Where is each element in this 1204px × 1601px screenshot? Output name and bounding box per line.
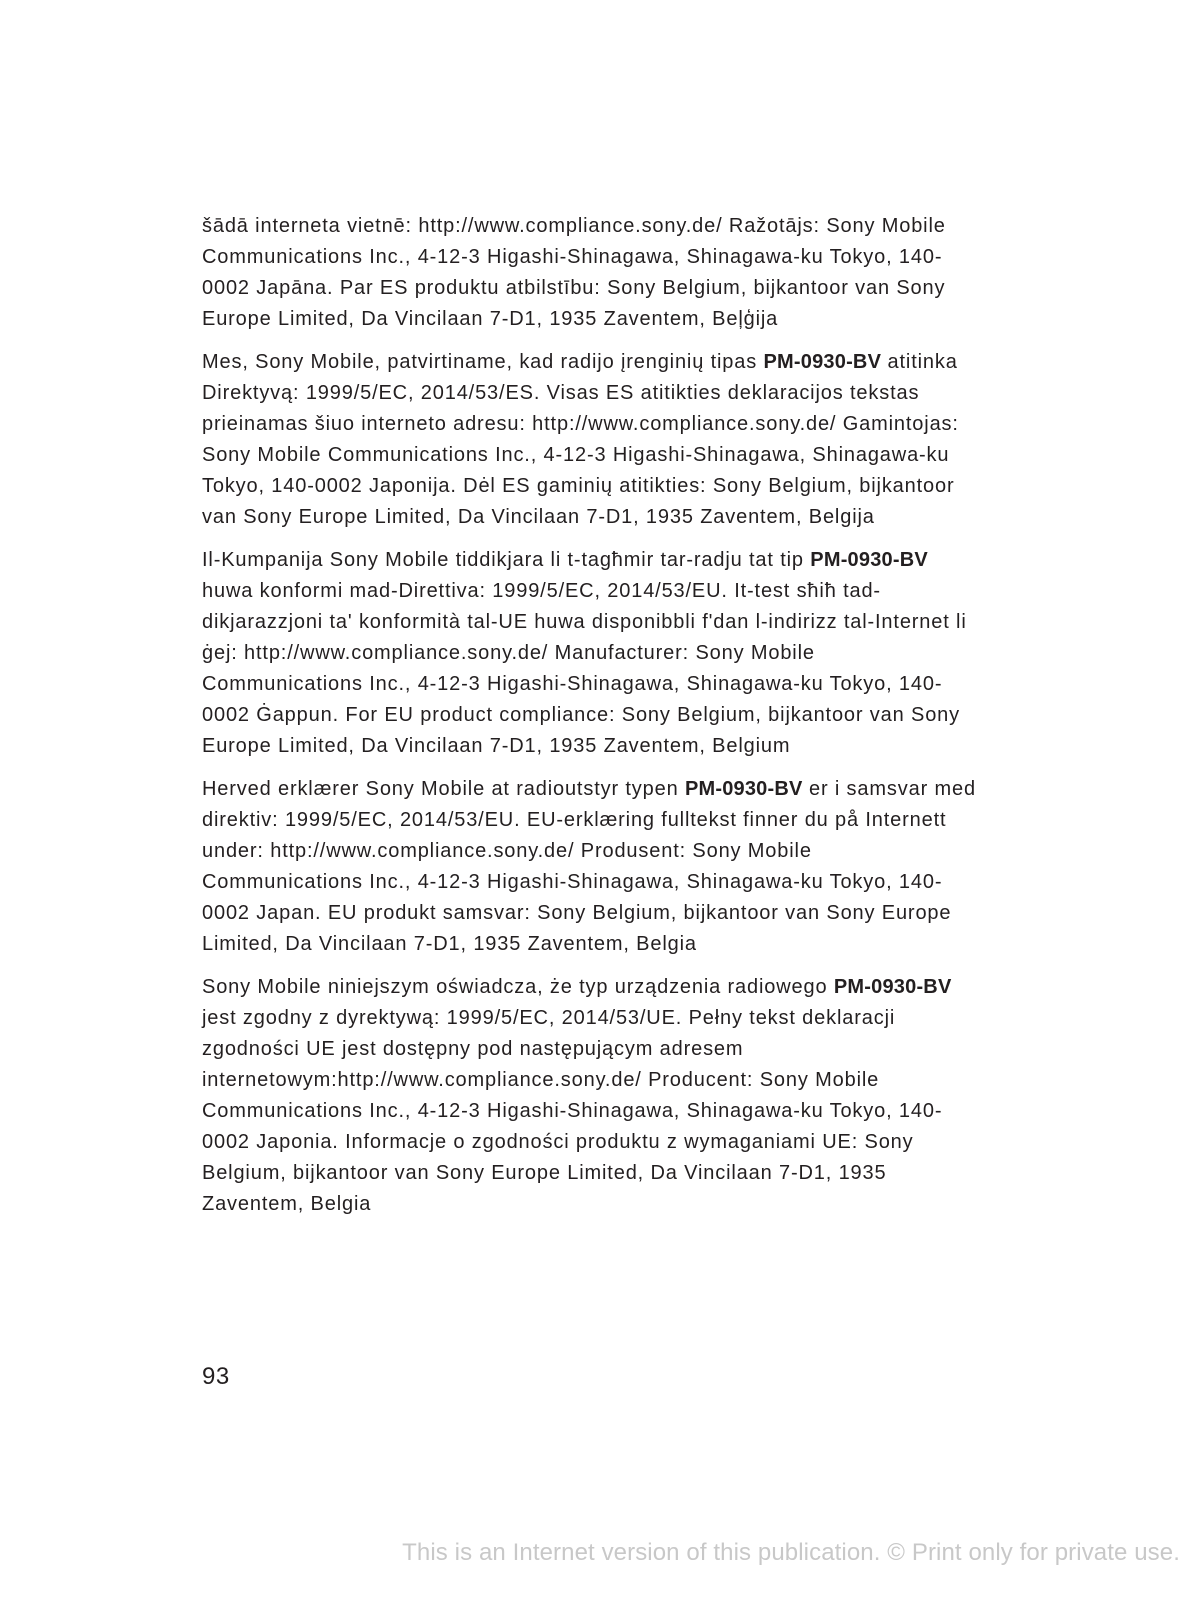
paragraph-text: Sony Mobile niniejszym oświadcza, że typ urządzenia radiowego <box>202 976 834 998</box>
paragraph-text: Il-Kumpanija Sony Mobile tiddikjara li t-tagħmir tar-radju tat tip <box>202 549 811 571</box>
paragraph-text: jest zgodny z dyrektywą: 1999/5/EC, 2014/53/UE. Pełny tekst deklaracji zgodności UE jest dostępny pod następującym adresem internetowym:http://www.compliance.sony.de/ Producent: Sony Mobile Communications Inc., 4-12-3 Higashi-Shinagawa, Shinagawa-ku Tokyo, 140-0002 Japonia. Informacje o zgodności produktu z wymaganiami UE: Sony Belgium, bijkantoor van Sony Europe Limited, Da Vincilaan 7-D1, 1935 Zaventem, Belgia <box>202 1007 943 1215</box>
model-number: PM-0930-BV <box>684 778 803 800</box>
paragraph-norwegian <box>202 774 977 960</box>
paragraph-lithuanian <box>202 347 977 533</box>
paragraph-maltese <box>202 545 977 762</box>
paragraph-polish <box>202 972 977 1220</box>
footer-notice: This is an Internet version of this publication. © Print only for private use. <box>402 1539 1180 1566</box>
model-number: PM-0930-BV <box>810 549 928 571</box>
paragraph-latvian <box>202 211 977 335</box>
model-number: PM-0930-BV <box>833 976 952 998</box>
paragraph-text: šādā interneta vietnē: http://www.compliance.sony.de/ Ražotājs: Sony Mobile Communications Inc., 4-12-3 Higashi-Shinagawa, Shinagawa-ku Tokyo, 140-0002 Japāna. Par ES produktu atbilstību: Sony Belgium, bijkantoor van Sony Europe Limited, Da Vincilaan 7-D1, 1935 Zaventem, Beļģija <box>202 215 946 330</box>
paragraph-text: Herved erklærer Sony Mobile at radioutstyr typen <box>202 778 685 800</box>
page-number: 93 <box>202 1363 230 1390</box>
document-body <box>202 211 977 1232</box>
paragraph-text: huwa konformi mad-Direttiva: 1999/5/EC, 2014/53/EU. It-test sħiħ tad-dikjarazzjoni ta' konformità tal-UE huwa disponibbli f'dan l-indirizz tal-Internet li ġej: http://www.compliance.sony.de/ Manufacturer: Sony Mobile Communications Inc., 4-12-3 Higashi-Shinagawa, Shinagawa-ku Tokyo, 140-0002 Ġappun. For EU product compliance: Sony Belgium, bijkantoor van Sony Europe Limited, Da Vincilaan 7-D1, 1935 Zaventem, Belgium <box>202 580 967 757</box>
paragraph-text: atitinka Direktyvą: 1999/5/EC, 2014/53/ES. Visas ES atitikties deklaracijos tekstas prieinamas šiuo interneto adresu: http://www.compliance.sony.de/ Gamintojas: Sony Mobile Communications Inc., 4-12-3 Higashi-Shinagawa, Shinagawa-ku Tokyo, 140-0002 Japonija. Dėl ES gaminių atitikties: Sony Belgium, bijkantoor van Sony Europe Limited, Da Vincilaan 7-D1, 1935 Zaventem, Belgija <box>202 351 959 528</box>
paragraph-text: er i samsvar med direktiv: 1999/5/EC, 2014/53/EU. EU-erklæring fulltekst finner du på Internett under: http://www.compliance.sony.de/ Produsent: Sony Mobile Communications Inc., 4-12-3 Higashi-Shinagawa, Shinagawa-ku Tokyo, 140-0002 Japan. EU produkt samsvar: Sony Belgium, bijkantoor van Sony Europe Limited, Da Vincilaan 7-D1, 1935 Zaventem, Belgia <box>202 778 976 955</box>
model-number: PM-0930-BV <box>763 351 882 373</box>
paragraph-text: Mes, Sony Mobile, patvirtiname, kad radijo įrenginių tipas <box>202 351 764 373</box>
